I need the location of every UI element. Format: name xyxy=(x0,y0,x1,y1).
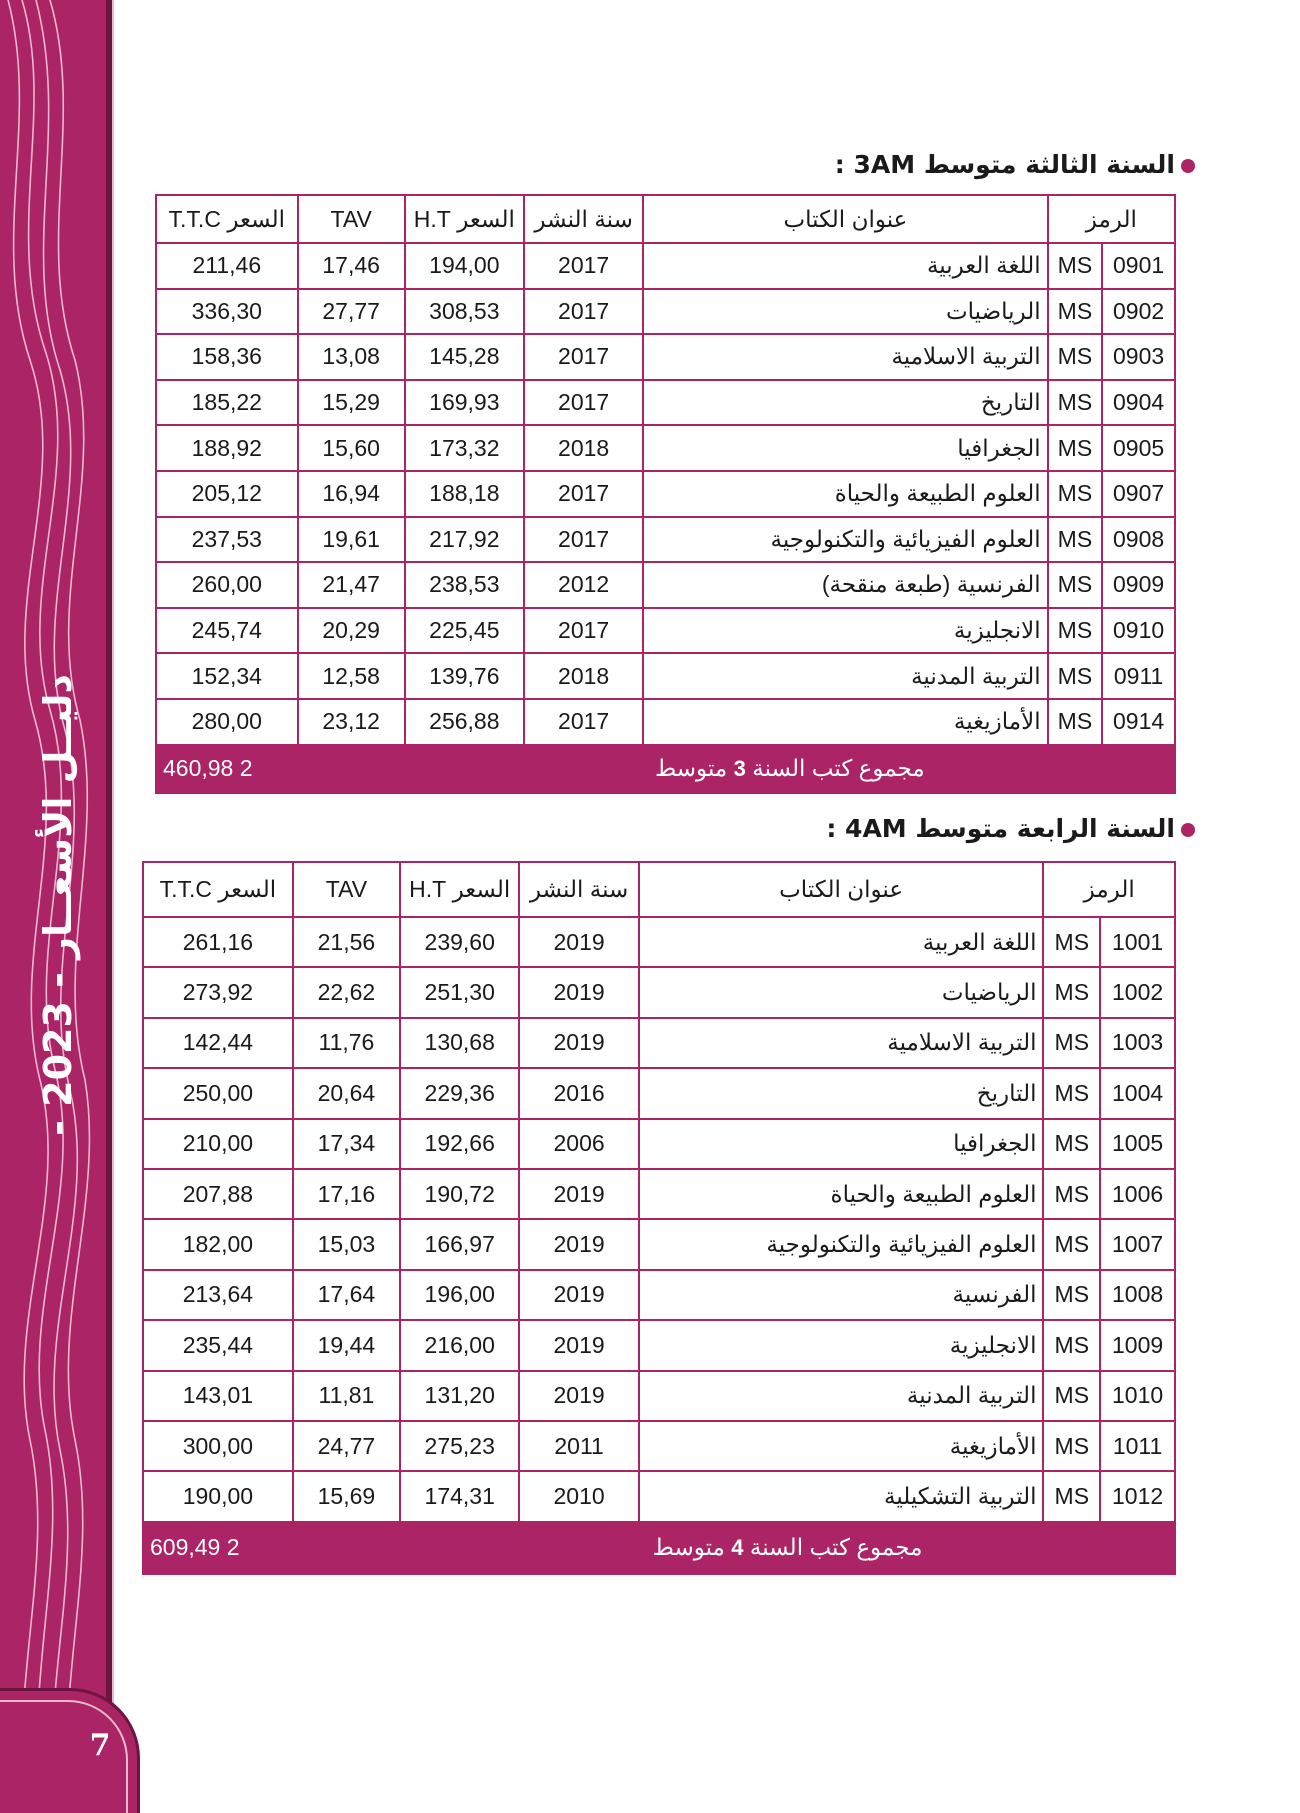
price-table-3am xyxy=(155,194,1176,794)
cell-code: 1008 xyxy=(1100,1270,1175,1320)
cell-prefix: MS xyxy=(1048,289,1103,335)
cell-ht: 229,36 xyxy=(400,1068,519,1118)
cell-year: 2019 xyxy=(519,1371,638,1421)
cell-code: 0908 xyxy=(1102,517,1175,563)
section-title-4am-text: السنة الرابعة متوسط 4AM : xyxy=(826,814,1175,843)
cell-ht: 196,00 xyxy=(400,1270,519,1320)
cell-tav: 19,44 xyxy=(293,1320,400,1370)
table-row xyxy=(156,425,1175,471)
cell-ht: 130,68 xyxy=(400,1018,519,1068)
cell-ttc: 152,34 xyxy=(156,653,298,699)
cell-year: 2019 xyxy=(519,1169,638,1219)
cell-ht: 239,60 xyxy=(400,917,519,967)
price-table-4am xyxy=(142,861,1176,1575)
header-ht: السعر H.T xyxy=(405,195,524,243)
cell-year: 2010 xyxy=(519,1471,638,1521)
cell-title: الفرنسية xyxy=(639,1270,1044,1320)
cell-tav: 17,64 xyxy=(293,1270,400,1320)
cell-prefix: MS xyxy=(1048,425,1103,471)
cell-year: 2017 xyxy=(524,380,643,426)
cell-ttc: 158,36 xyxy=(156,334,298,380)
cell-prefix: MS xyxy=(1048,608,1103,654)
cell-title: العلوم الطبيعة والحياة xyxy=(643,471,1047,517)
cell-ttc: 250,00 xyxy=(143,1068,293,1118)
cell-prefix: MS xyxy=(1043,1270,1100,1320)
cell-prefix: MS xyxy=(1048,653,1103,699)
table-row xyxy=(156,334,1175,380)
cell-code: 0903 xyxy=(1102,334,1175,380)
cell-tav: 12,58 xyxy=(298,653,405,699)
cell-ht: 145,28 xyxy=(405,334,524,380)
cell-title: اللغة العربية xyxy=(643,243,1047,289)
section-title-3am-text: السنة الثالثة متوسط 3AM : xyxy=(834,150,1175,179)
cell-prefix: MS xyxy=(1048,243,1103,289)
cell-title: الجغرافيا xyxy=(643,425,1047,471)
cell-ttc: 235,44 xyxy=(143,1320,293,1370)
cell-tav: 21,56 xyxy=(293,917,400,967)
cell-title: الانجليزية xyxy=(643,608,1047,654)
cell-ttc: 237,53 xyxy=(156,517,298,563)
cell-code: 1012 xyxy=(1100,1471,1175,1521)
cell-code: 0914 xyxy=(1102,699,1175,745)
cell-ht: 225,45 xyxy=(405,608,524,654)
cell-prefix: MS xyxy=(1043,967,1100,1017)
header-tav: TAV xyxy=(298,195,405,243)
cell-ttc: 205,12 xyxy=(156,471,298,517)
cell-ht: 169,93 xyxy=(405,380,524,426)
table-row xyxy=(143,1119,1175,1169)
cell-prefix: MS xyxy=(1043,1219,1100,1269)
cell-code: 1004 xyxy=(1100,1068,1175,1118)
table-row xyxy=(143,1219,1175,1269)
cell-tav: 24,77 xyxy=(293,1421,400,1471)
cell-tav: 21,47 xyxy=(298,562,405,608)
cell-ttc: 143,01 xyxy=(143,1371,293,1421)
cell-tav: 20,29 xyxy=(298,608,405,654)
cell-code: 0902 xyxy=(1102,289,1175,335)
cell-code: 0905 xyxy=(1102,425,1175,471)
cell-prefix: MS xyxy=(1043,1068,1100,1118)
cell-code: 1002 xyxy=(1100,967,1175,1017)
cell-year: 2017 xyxy=(524,699,643,745)
cell-title: العلوم الفيزيائية والتكنولوجية xyxy=(639,1219,1044,1269)
cell-ht: 216,00 xyxy=(400,1320,519,1370)
cell-tav: 17,46 xyxy=(298,243,405,289)
cell-year: 2019 xyxy=(519,1018,638,1068)
cell-code: 1011 xyxy=(1100,1421,1175,1471)
cell-ttc: 142,44 xyxy=(143,1018,293,1068)
cell-ttc: 280,00 xyxy=(156,699,298,745)
cell-ht: 166,97 xyxy=(400,1219,519,1269)
cell-ht: 308,53 xyxy=(405,289,524,335)
cell-prefix: MS xyxy=(1043,1371,1100,1421)
cell-prefix: MS xyxy=(1048,471,1103,517)
cell-prefix: MS xyxy=(1043,1018,1100,1068)
cell-tav: 15,69 xyxy=(293,1471,400,1521)
table-row xyxy=(143,1421,1175,1471)
cell-ht: 238,53 xyxy=(405,562,524,608)
cell-tav: 19,61 xyxy=(298,517,405,563)
cell-tav: 23,12 xyxy=(298,699,405,745)
cell-ttc: 190,00 xyxy=(143,1471,293,1521)
section-title-4am xyxy=(826,814,1195,843)
cell-tav: 13,08 xyxy=(298,334,405,380)
cell-code: 1007 xyxy=(1100,1219,1175,1269)
cell-title: التربية الاسلامية xyxy=(643,334,1047,380)
cell-code: 1001 xyxy=(1100,917,1175,967)
cell-year: 2017 xyxy=(524,334,643,380)
table-row xyxy=(143,1068,1175,1118)
cell-year: 2017 xyxy=(524,608,643,654)
header-ttc: السعر T.T.C xyxy=(143,862,293,917)
cell-tav: 15,29 xyxy=(298,380,405,426)
cell-ht: 190,72 xyxy=(400,1169,519,1219)
cell-tav: 11,81 xyxy=(293,1371,400,1421)
cell-title: التربية المدنية xyxy=(643,653,1047,699)
table-row xyxy=(156,608,1175,654)
table-row xyxy=(156,562,1175,608)
cell-year: 2017 xyxy=(524,471,643,517)
bullet-icon xyxy=(1181,159,1195,173)
cell-year: 2019 xyxy=(519,1270,638,1320)
cell-title: اللغة العربية xyxy=(639,917,1044,967)
table-row xyxy=(156,243,1175,289)
page-number: 7 xyxy=(89,1728,111,1763)
cell-tav: 17,16 xyxy=(293,1169,400,1219)
cell-prefix: MS xyxy=(1043,1471,1100,1521)
total-label: مجموع كتب السنة 4 متوسط xyxy=(400,1522,1175,1574)
cell-ttc: 300,00 xyxy=(143,1421,293,1471)
cell-year: 2019 xyxy=(519,1219,638,1269)
table-row xyxy=(156,289,1175,335)
cell-ht: 188,18 xyxy=(405,471,524,517)
spine-edge-highlight xyxy=(112,0,114,1813)
table-header-row xyxy=(143,862,1175,917)
cell-year: 2011 xyxy=(519,1421,638,1471)
cell-title: الأمازيغية xyxy=(639,1421,1044,1471)
cell-ttc: 260,00 xyxy=(156,562,298,608)
cell-prefix: MS xyxy=(1048,517,1103,563)
total-row xyxy=(143,1522,1175,1574)
cell-prefix: MS xyxy=(1048,562,1103,608)
cell-code: 1003 xyxy=(1100,1018,1175,1068)
header-tav: TAV xyxy=(293,862,400,917)
cell-ttc: 185,22 xyxy=(156,380,298,426)
cell-year: 2019 xyxy=(519,917,638,967)
cell-ttc: 188,92 xyxy=(156,425,298,471)
cell-title: التربية المدنية xyxy=(639,1371,1044,1421)
cell-year: 2018 xyxy=(524,425,643,471)
cell-tav: 15,60 xyxy=(298,425,405,471)
cell-code: 0904 xyxy=(1102,380,1175,426)
table-row xyxy=(143,1471,1175,1521)
header-year: سنة النشر xyxy=(519,862,638,917)
cell-title: التربية الاسلامية xyxy=(639,1018,1044,1068)
table-row xyxy=(143,967,1175,1017)
total-row xyxy=(156,745,1175,793)
cell-prefix: MS xyxy=(1048,334,1103,380)
cell-ttc: 261,16 xyxy=(143,917,293,967)
cell-ht: 251,30 xyxy=(400,967,519,1017)
cell-ttc: 213,64 xyxy=(143,1270,293,1320)
cell-ht: 217,92 xyxy=(405,517,524,563)
table-row xyxy=(156,517,1175,563)
cell-ht: 173,32 xyxy=(405,425,524,471)
cell-prefix: MS xyxy=(1048,699,1103,745)
table-row xyxy=(143,1018,1175,1068)
cell-code: 0909 xyxy=(1102,562,1175,608)
cell-code: 0907 xyxy=(1102,471,1175,517)
cell-title: العلوم الطبيعة والحياة xyxy=(639,1169,1044,1219)
cell-year: 2019 xyxy=(519,1320,638,1370)
cell-ht: 139,76 xyxy=(405,653,524,699)
table-row xyxy=(143,917,1175,967)
cell-ttc: 211,46 xyxy=(156,243,298,289)
cell-ht: 194,00 xyxy=(405,243,524,289)
cell-tav: 17,34 xyxy=(293,1119,400,1169)
cell-title: الجغرافيا xyxy=(639,1119,1044,1169)
cell-ht: 131,20 xyxy=(400,1371,519,1421)
table-row xyxy=(156,653,1175,699)
table-row xyxy=(156,380,1175,426)
table-row xyxy=(143,1270,1175,1320)
guide-title-vertical: دليــل الأسعــار - 2023 - xyxy=(36,674,80,1136)
table-header-row xyxy=(156,195,1175,243)
cell-title: العلوم الفيزيائية والتكنولوجية xyxy=(643,517,1047,563)
header-ht: السعر H.T xyxy=(400,862,519,917)
cell-code: 0910 xyxy=(1102,608,1175,654)
table-row xyxy=(143,1371,1175,1421)
cell-tav: 22,62 xyxy=(293,967,400,1017)
cell-prefix: MS xyxy=(1043,1421,1100,1471)
total-value: 2 460,98 xyxy=(156,745,405,793)
cell-title: الأمازيغية xyxy=(643,699,1047,745)
cell-title: التاريخ xyxy=(639,1068,1044,1118)
cell-ttc: 245,74 xyxy=(156,608,298,654)
cell-title: الفرنسية (طبعة منقحة) xyxy=(643,562,1047,608)
header-title: عنوان الكتاب xyxy=(643,195,1047,243)
cell-ht: 256,88 xyxy=(405,699,524,745)
cell-code: 0901 xyxy=(1102,243,1175,289)
cell-ttc: 273,92 xyxy=(143,967,293,1017)
cell-title: الرياضيات xyxy=(639,967,1044,1017)
cell-ttc: 336,30 xyxy=(156,289,298,335)
total-value: 2 609,49 xyxy=(143,1522,400,1574)
cell-year: 2019 xyxy=(519,967,638,1017)
cell-tav: 16,94 xyxy=(298,471,405,517)
bullet-icon xyxy=(1181,823,1195,837)
header-code: الرمز xyxy=(1048,195,1175,243)
table-row xyxy=(156,699,1175,745)
cell-ht: 192,66 xyxy=(400,1119,519,1169)
total-label: مجموع كتب السنة 3 متوسط xyxy=(405,745,1175,793)
cell-title: التربية التشكيلية xyxy=(639,1471,1044,1521)
cell-ttc: 182,00 xyxy=(143,1219,293,1269)
cell-ht: 275,23 xyxy=(400,1421,519,1471)
cell-prefix: MS xyxy=(1043,1320,1100,1370)
table-row xyxy=(143,1320,1175,1370)
cell-ttc: 207,88 xyxy=(143,1169,293,1219)
cell-tav: 15,03 xyxy=(293,1219,400,1269)
cell-prefix: MS xyxy=(1043,1169,1100,1219)
header-title: عنوان الكتاب xyxy=(639,862,1044,917)
cell-tav: 20,64 xyxy=(293,1068,400,1118)
table-row xyxy=(156,471,1175,517)
cell-year: 2017 xyxy=(524,289,643,335)
cell-year: 2017 xyxy=(524,243,643,289)
cell-code: 0911 xyxy=(1102,653,1175,699)
cell-year: 2006 xyxy=(519,1119,638,1169)
cell-title: الانجليزية xyxy=(639,1320,1044,1370)
cell-prefix: MS xyxy=(1043,1119,1100,1169)
cell-code: 1005 xyxy=(1100,1119,1175,1169)
cell-code: 1010 xyxy=(1100,1371,1175,1421)
cell-title: الرياضيات xyxy=(643,289,1047,335)
cell-ttc: 210,00 xyxy=(143,1119,293,1169)
cell-ht: 174,31 xyxy=(400,1471,519,1521)
cell-year: 2018 xyxy=(524,653,643,699)
cell-prefix: MS xyxy=(1048,380,1103,426)
section-title-3am xyxy=(835,150,1195,179)
table-row xyxy=(143,1169,1175,1219)
cell-prefix: MS xyxy=(1043,917,1100,967)
cell-tav: 27,77 xyxy=(298,289,405,335)
cell-year: 2017 xyxy=(524,517,643,563)
cell-code: 1009 xyxy=(1100,1320,1175,1370)
cell-title: التاريخ xyxy=(643,380,1047,426)
cell-code: 1006 xyxy=(1100,1169,1175,1219)
cell-year: 2016 xyxy=(519,1068,638,1118)
header-code: الرمز xyxy=(1043,862,1175,917)
header-ttc: السعر T.T.C xyxy=(156,195,298,243)
cell-year: 2012 xyxy=(524,562,643,608)
header-year: سنة النشر xyxy=(524,195,643,243)
cell-tav: 11,76 xyxy=(293,1018,400,1068)
